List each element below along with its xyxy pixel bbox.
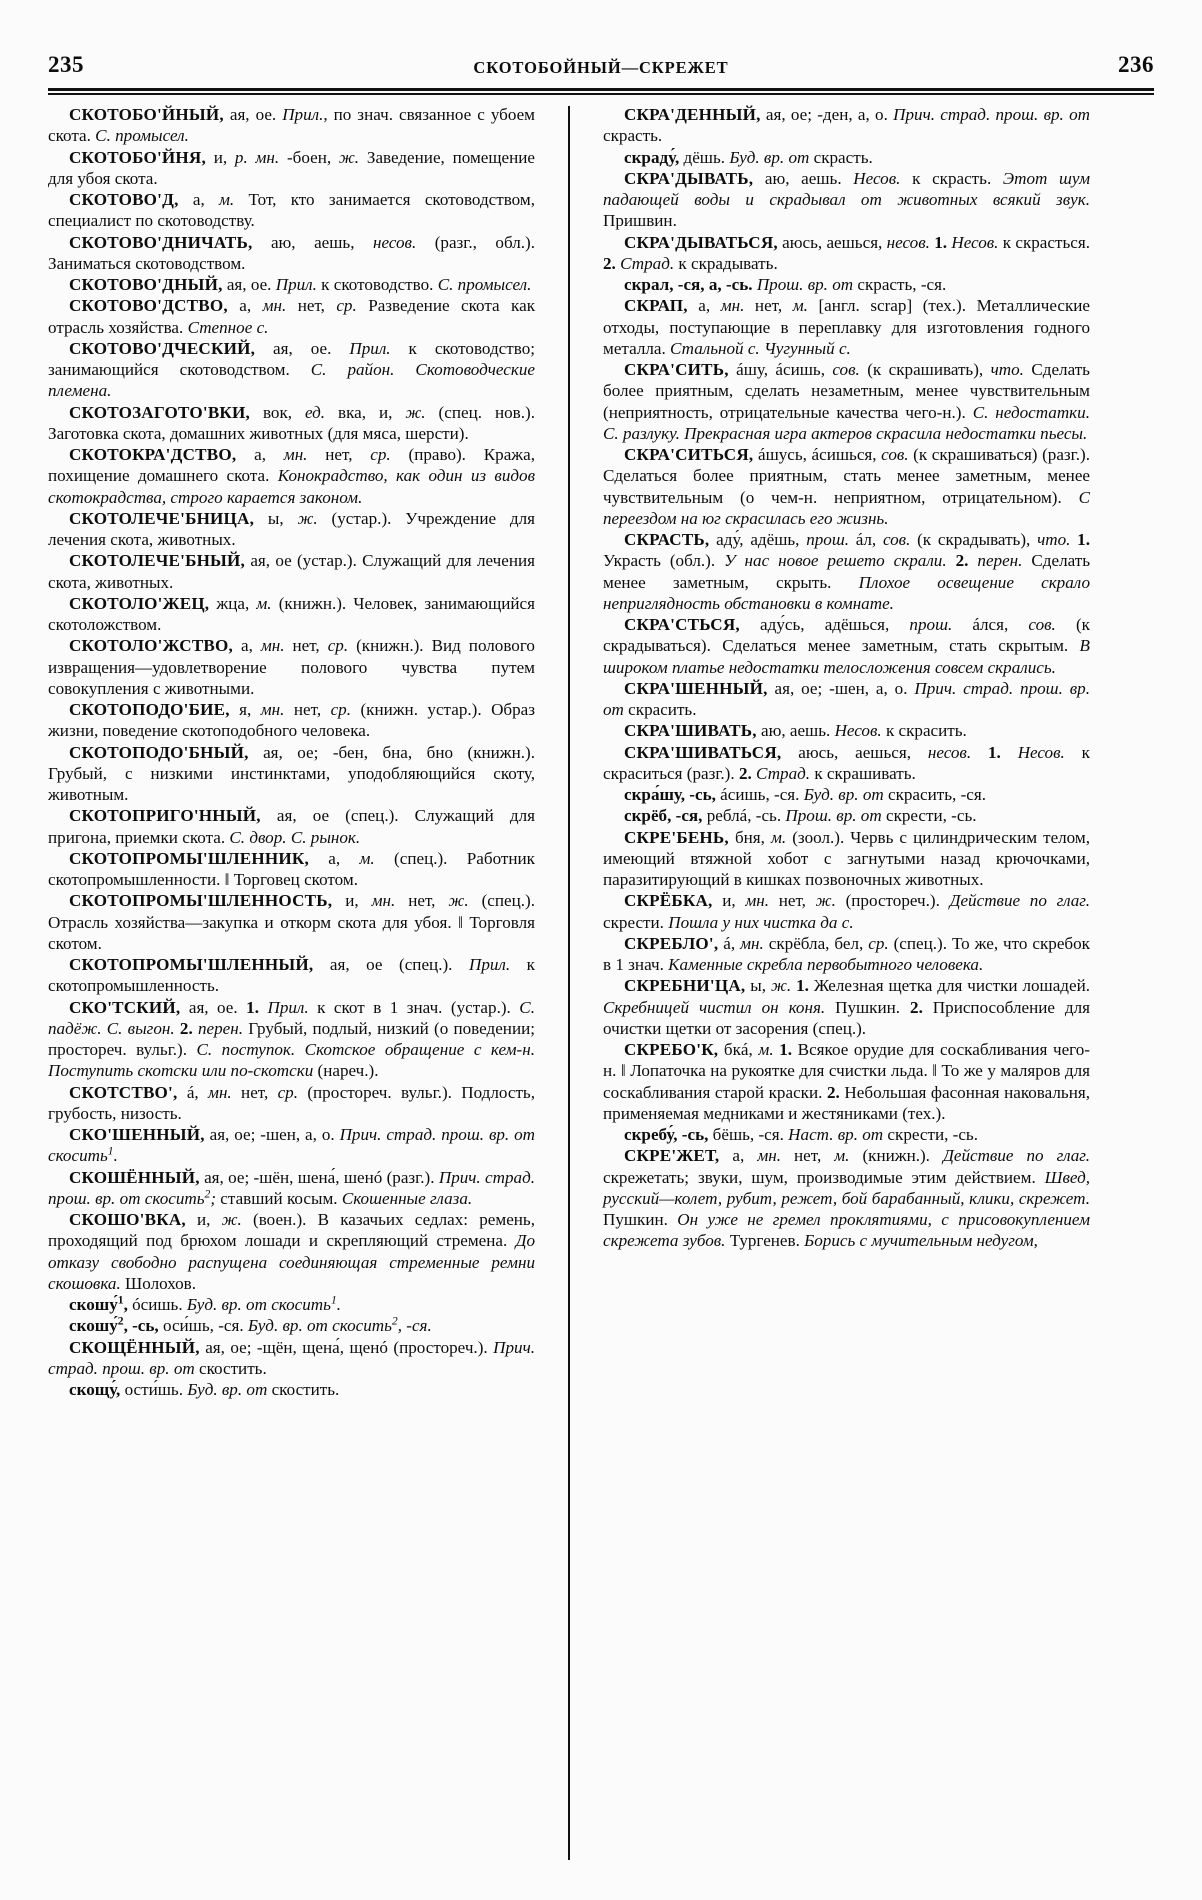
entry-definition: бня, м. (зоол.). Червь с цилиндрическим телом, имеющий втяжной хобот с загнутыми назад крючочками, паразитирующий в кишках позвоночных животных. — [603, 827, 1090, 889]
columns-container — [48, 104, 1154, 1864]
entry-definition: ая, ое. Прил. к скотоводство. С. промысел. — [222, 275, 532, 294]
dictionary-entry — [603, 274, 1090, 295]
dictionary-entry — [48, 805, 535, 848]
dictionary-entry — [48, 104, 535, 147]
running-head — [48, 52, 1154, 86]
entry-headword: СКОТОВО'Д, — [69, 190, 179, 209]
entry-definition: ая, ое; -шен, а, о. Прич. страд. прош. вр. от скосить$^1$. — [48, 1125, 535, 1166]
entry-definition: áшу, áсишь, сов. (к скрашивать), что. Сделать более приятным, сделать незаметным, менее чувствительным (неприятность, отрицательные качества чего-н.). С. недостатки. С. разлуку. Прекрасная игра актеров скрасила недостатки пьесы. — [603, 360, 1090, 443]
entry-headword: СКРА'ШИВАТЬСЯ, — [624, 742, 782, 762]
folio-left: 235 — [48, 52, 84, 77]
entry-definition: а, мн. нет, ср. (право). Кража, похищение домашнего скота. Конокрадство, как один из видов скотокрадства, строго карается законом. — [48, 445, 535, 507]
dictionary-entry — [48, 742, 535, 806]
dictionary-entry — [48, 1167, 535, 1210]
entry-definition: а, мн. нет, м. (книжн.). Действие по глаг. скрежетать; звуки, шум, производимые этим действием. Швед, русский—колет, рубит, режет, бой барабанный, клики, скрежет. Пушкин. Он уже не гремел проклятиями, с присовокуплением скрежета зубов. Тургенев. Борись с мучительным недугом, — [603, 1146, 1091, 1251]
dictionary-entry — [48, 232, 535, 275]
dictionary-entry — [48, 1124, 535, 1167]
dictionary-entry — [48, 189, 535, 232]
entry-definition: á, мн. скрёбла, бел, ср. (спец.). То же, что скребок в 1 знач. Каменные скребла первобытного человека. — [603, 933, 1090, 974]
dictionary-entry — [48, 593, 535, 636]
dictionary-entry — [603, 1145, 1090, 1251]
entry-headword: СКОТОВО'ДНИЧАТЬ, — [69, 232, 253, 252]
entry-definition: оси́шь, -ся. Буд. вр. от скосить$^2$, -ся. — [158, 1314, 432, 1336]
entry-headword: СКРАП, — [624, 296, 688, 316]
entry-headword: СКОТОВО'ДСТВО, — [69, 296, 228, 316]
entry-definition: óсишь. Буд. вр. от скосить$^1$. — [127, 1293, 342, 1314]
entry-headword: СКОТОПРОМЫ'ШЛЕННИК, — [69, 848, 309, 868]
entry-headword: СКОТОБО'ЙНЫЙ, — [69, 105, 224, 124]
entry-definition: ости́шь. Буд. вр. от скостить. — [120, 1380, 340, 1399]
dictionary-entry — [603, 295, 1090, 359]
entry-definition: ая, ое; -щён, щена́, щенó (простореч.). Прич. страд. прош. вр. от скостить. — [48, 1337, 535, 1378]
header-rule-thick — [48, 88, 1154, 91]
entry-definition: аюсь, аешься, несов. 1. Несов. к скрасться. 2. Страд. к скрадывать. — [603, 232, 1090, 273]
entry-definition: á, мн. нет, ср. (простореч. вульг.). Подлость, грубость, низость. — [48, 1082, 535, 1123]
entry-headword: СКРЕБНИ'ЦА, — [624, 976, 746, 996]
dictionary-entry — [603, 529, 1090, 614]
entry-definition: Прош. вр. от скрасть, -ся. — [756, 275, 947, 294]
entry-headword: СКРА'ШЕННЫЙ, — [624, 678, 768, 698]
dictionary-entry — [603, 678, 1090, 721]
entry-definition: и, р. мн. -боен, ж. Заведение, помещение для убоя скота. — [48, 147, 535, 188]
entry-headword: скошу́$^2$, -сь, — [69, 1314, 159, 1336]
entry-headword: СКРЕБО'К, — [624, 1040, 719, 1059]
entry-headword: СКРЁБКА, — [624, 891, 713, 911]
entry-headword: СКОТОЛЕЧЕ'БНИЦА, — [69, 508, 255, 528]
folio-right: 236 — [1118, 52, 1154, 77]
entry-definition: аду́сь, адёшься, прош. áлся, сов. (к скрадываться). Сделаться менее заметным, стать скрытым. В широком платье недостатки телосложения совсем скрались. — [603, 615, 1090, 677]
entry-definition: ы, ж. 1. Железная щетка для чистки лошадей. Скребницей чистил он коня. Пушкин. 2. Приспособление для очистки щетки от засорения (спец.). — [603, 976, 1090, 1038]
dictionary-entry — [48, 848, 535, 891]
entry-headword: СКОТОПОДО'БИЕ, — [69, 700, 230, 719]
entry-headword: СКОТОВО'ДЧЕСКИЙ, — [69, 338, 256, 358]
entry-definition: áшусь, áсишься, сов. (к скрашиваться) (разг.). Сделаться более приятным, стать менее заметным, менее чувствительным (о чем-н. неприятном, отрицательном). С переездом на юг скрасилась его жизнь. — [603, 445, 1091, 528]
dictionary-entry — [603, 720, 1090, 741]
entry-headword: СКОТОЛО'ЖСТВО, — [69, 636, 234, 656]
entry-definition: ая, ое; -шен, а, о. Прич. страд. прош. вр. от скрасить. — [603, 678, 1090, 719]
dictionary-entry — [603, 975, 1090, 1039]
entry-headword: СКОТОПОДО'БНЫЙ, — [69, 742, 249, 762]
entry-headword: СКОТОПРИГО'ННЫЙ, — [69, 806, 261, 826]
entry-definition: я, мн. нет, ср. (книжн. устар.). Образ жизни, поведение скотоподобного человека. — [48, 700, 535, 741]
entry-headword: СКОТОПРОМЫ'ШЛЕННЫЙ, — [69, 955, 314, 974]
dictionary-entry — [603, 890, 1090, 933]
dictionary-entry — [48, 954, 535, 997]
entry-definition: и, мн. нет, ж. (простореч.). Действие по глаг. скрести. Пошла у них чистка да с. — [603, 891, 1090, 932]
dictionary-entry — [48, 295, 535, 338]
entry-headword: СКОТОПРОМЫ'ШЛЕННОСТЬ, — [69, 891, 333, 911]
entry-headword: скра́шу, -сь, — [624, 785, 716, 804]
entry-headword: СКОТОВО'ДНЫЙ, — [69, 275, 223, 294]
entry-definition: ая, ое. 1. Прил. к скот в 1 знач. (устар.). С. падёж. С. выгон. 2. перен. Грубый, подлый, низкий (о поведении; простореч. вульг.). С. поступок. Скотское обращение с кем-н. Поступить скотски или по-скотски (нареч.). — [48, 997, 535, 1081]
dictionary-entry — [48, 1379, 535, 1400]
entry-definition: бкá, м. 1. Всякое орудие для соскабливания чего-н. ‖ Лопаточка на рукоятке для счистки льда. ‖ То же у маляров для соскабливания старой краски. 2. Небольшая фасонная наковальня, применяемая медниками и жестяниками (тех.). — [603, 1040, 1090, 1123]
entry-definition: аю, аешь, несов. (разг., обл.). Заниматься скотоводством. — [48, 232, 535, 273]
entry-headword: СКРА'СИТЬ, — [624, 360, 729, 379]
dictionary-entry — [48, 699, 535, 742]
entry-headword: СКРАСТЬ, — [624, 530, 710, 549]
dictionary-entry — [48, 508, 535, 551]
entry-definition: бёшь, -ся. Наст. вр. от скрести, -сь. — [708, 1125, 978, 1144]
entry-headword: СКРЕ'ЖЕТ, — [624, 1146, 720, 1166]
entry-headword: СКРА'ДЕННЫЙ, — [624, 105, 761, 124]
dictionary-entry — [603, 742, 1090, 785]
entry-definition: ы, ж. (устар.). Учреждение для лечения скота, животных. — [48, 508, 535, 549]
dictionary-entry — [48, 1209, 535, 1294]
dictionary-entry — [603, 147, 1090, 168]
entry-definition: ая, ое (спец.). Служащий для пригона, приемки скота. С. двор. С. рынок. — [48, 806, 535, 847]
dictionary-entry — [48, 1337, 535, 1380]
entry-headword: СКРА'ШИВАТЬ, — [624, 721, 757, 741]
entry-headword: СКО'ТСКИЙ, — [69, 997, 181, 1017]
entry-headword: скрёб, -ся, — [624, 806, 703, 826]
entry-headword: СКОШО'ВКА, — [69, 1210, 186, 1229]
dictionary-entry — [603, 784, 1090, 805]
entry-headword: СКРА'СТЬСЯ, — [624, 615, 740, 634]
entry-headword: СКОТОЛЕЧЕ'БНЫЙ, — [69, 551, 246, 571]
dictionary-entry — [603, 444, 1090, 529]
entry-definition: аю, аешь. Несов. к скрасить. — [756, 721, 967, 741]
dictionary-entry — [603, 1039, 1090, 1124]
entry-definition: вок, ед. вка, и, ж. (спец. нов.). Заготовка скота, домашних животных (для мяса, шерсти). — [48, 402, 535, 443]
entry-headword: СКРЕ'БЕНЬ, — [624, 827, 729, 847]
dictionary-entry — [48, 997, 535, 1082]
entry-headword: скраду́, — [624, 147, 680, 167]
entry-headword: СКРА'ДЫВАТЬСЯ, — [624, 232, 778, 252]
entry-headword: скрал, -ся, а, -сь. — [624, 275, 753, 294]
entry-headword: скребу́, -сь, — [624, 1125, 709, 1144]
dictionary-entry — [48, 402, 535, 445]
entry-definition: ая, ое; -шён, шена́, шенó (разг.). Прич. страд. прош. вр. от скосить$^2$; ставший косым. Скошенные глаза. — [48, 1167, 535, 1208]
entry-definition: а, мн. нет, ср. (книжн.). Вид полового извращения—удовлетворение полового чувства путем совокупления с животными. — [48, 636, 535, 698]
entry-definition: ая, ое; -бен, бна, бно (книжн.). Грубый, с низкими инстинктами, уподобляющийся скоту, животным. — [48, 742, 535, 804]
entry-definition: а, м. (спец.). Работник скотопромышленности. ‖ Торговец скотом. — [48, 848, 535, 889]
entry-headword: СКОЩЁННЫЙ, — [69, 1337, 200, 1357]
entry-headword: скошу́$^1$, — [69, 1293, 128, 1314]
entry-headword: СКРА'СИТЬСЯ, — [624, 445, 754, 464]
dictionary-entry — [48, 550, 535, 593]
entry-definition: а, м. Тот, кто занимается скотоводством, специалист по скотоводству. — [48, 190, 535, 231]
dictionary-entry — [48, 635, 535, 699]
entry-headword: СКРЕБЛО', — [624, 933, 719, 953]
dictionary-entry — [603, 827, 1090, 891]
entry-definition: áсишь, -ся. Буд. вр. от скрасить, -ся. — [715, 785, 986, 804]
header-rule-thin — [48, 93, 1154, 95]
entry-headword: СКОТОКРА'ДСТВО, — [69, 445, 237, 464]
entry-definition: дёшь. Буд. вр. от скрасть. — [679, 147, 873, 167]
entry-definition: и, мн. нет, ж. (спец.). Отрасль хозяйства—закупка и откорм скота для убоя. ‖ Торговля скотом. — [48, 891, 535, 953]
dictionary-entry — [48, 1315, 535, 1336]
dictionary-entry — [48, 338, 535, 402]
dictionary-entry — [48, 1294, 535, 1315]
entry-definition: ая, ое (спец.). Прил. к скотопромышленность. — [48, 955, 535, 996]
entry-definition: ая, ое. Прил., по знач. связанное с убоем скота. С. промысел. — [48, 105, 535, 146]
dictionary-entry — [603, 1124, 1090, 1145]
entry-headword: СКРА'ДЫВАТЬ, — [624, 168, 754, 188]
column-left — [48, 104, 568, 1864]
dictionary-entry — [603, 168, 1090, 232]
entry-definition: реблá, -сь. Прош. вр. от скрести, -сь. — [702, 806, 977, 826]
column-right — [570, 104, 1090, 1864]
entry-definition: ая, ое. Прил. к скотоводство; занимающийся скотоводством. С. район. Скотоводческие племена. — [48, 338, 535, 401]
entry-headword: СКОТОЛО'ЖЕЦ, — [69, 593, 210, 613]
dictionary-entry — [603, 933, 1090, 976]
dictionary-entry — [48, 147, 535, 190]
entry-headword: СКОТОБО'ЙНЯ, — [69, 147, 206, 167]
dictionary-entry — [48, 1082, 535, 1125]
dictionary-entry — [603, 614, 1090, 678]
entry-headword: скощу́, — [69, 1380, 121, 1399]
entry-definition: аду́, адёшь, прош. áл, сов. (к скрадывать), что. 1. Украсть (обл.). У нас новое решето скрали. 2. перен. Сделать менее заметным, скрыть. Плохое освещение скрало неприглядность обстановки в комнате. — [603, 530, 1091, 613]
entry-headword: СКОШЁННЫЙ, — [69, 1167, 200, 1187]
dictionary-entry — [603, 104, 1090, 147]
dictionary-entry — [48, 274, 535, 295]
entry-definition: аю, аешь. Несов. к скрасть. Этот шум падающей воды и скрадывал от животных всякий звук. Пришвин. — [603, 168, 1090, 231]
running-head-title: СКОТОБОЙНЫЙ—СКРЕЖЕТ — [473, 58, 729, 77]
dictionary-entry — [603, 359, 1090, 444]
entry-definition: жца, м. (книжн.). Человек, занимающийся скотоложством. — [48, 593, 535, 634]
dictionary-entry — [48, 444, 535, 508]
dictionary-entry — [603, 232, 1090, 275]
dictionary-entry — [603, 805, 1090, 826]
entry-definition: и, ж. (воен.). В казачьих седлах: ремень, проходящий под брюхом лошади и скрепляющий стремена. До отказу свободно распущена соединяющая стременные ремни скошовка. Шолохов. — [48, 1210, 535, 1293]
entry-definition: ая, ое; -ден, а, о. Прич. страд. прош. вр. от скрасть. — [603, 105, 1090, 146]
entry-definition: ая, ое (устар.). Служащий для лечения скота, животных. — [48, 551, 535, 592]
entry-definition: а, мн. нет, ср. Разведение скота как отрасль хозяйства. Степное с. — [48, 296, 535, 337]
entry-definition: а, мн. нет, м. [англ. scrap] (тех.). Металлические отходы, поступающие в переплавку для изготовления годного металла. Стальной с. Чугунный с. — [603, 296, 1090, 358]
entry-headword: СКОТСТВО', — [69, 1082, 178, 1102]
dictionary-entry — [48, 890, 535, 954]
entry-definition: аюсь, аешься, несов. 1. Несов. к скраситься (разг.). 2. Страд. к скрашивать. — [603, 742, 1090, 783]
entry-headword: СКО'ШЕННЫЙ, — [69, 1125, 205, 1144]
entry-headword: СКОТОЗАГОТО'ВКИ, — [69, 402, 250, 422]
